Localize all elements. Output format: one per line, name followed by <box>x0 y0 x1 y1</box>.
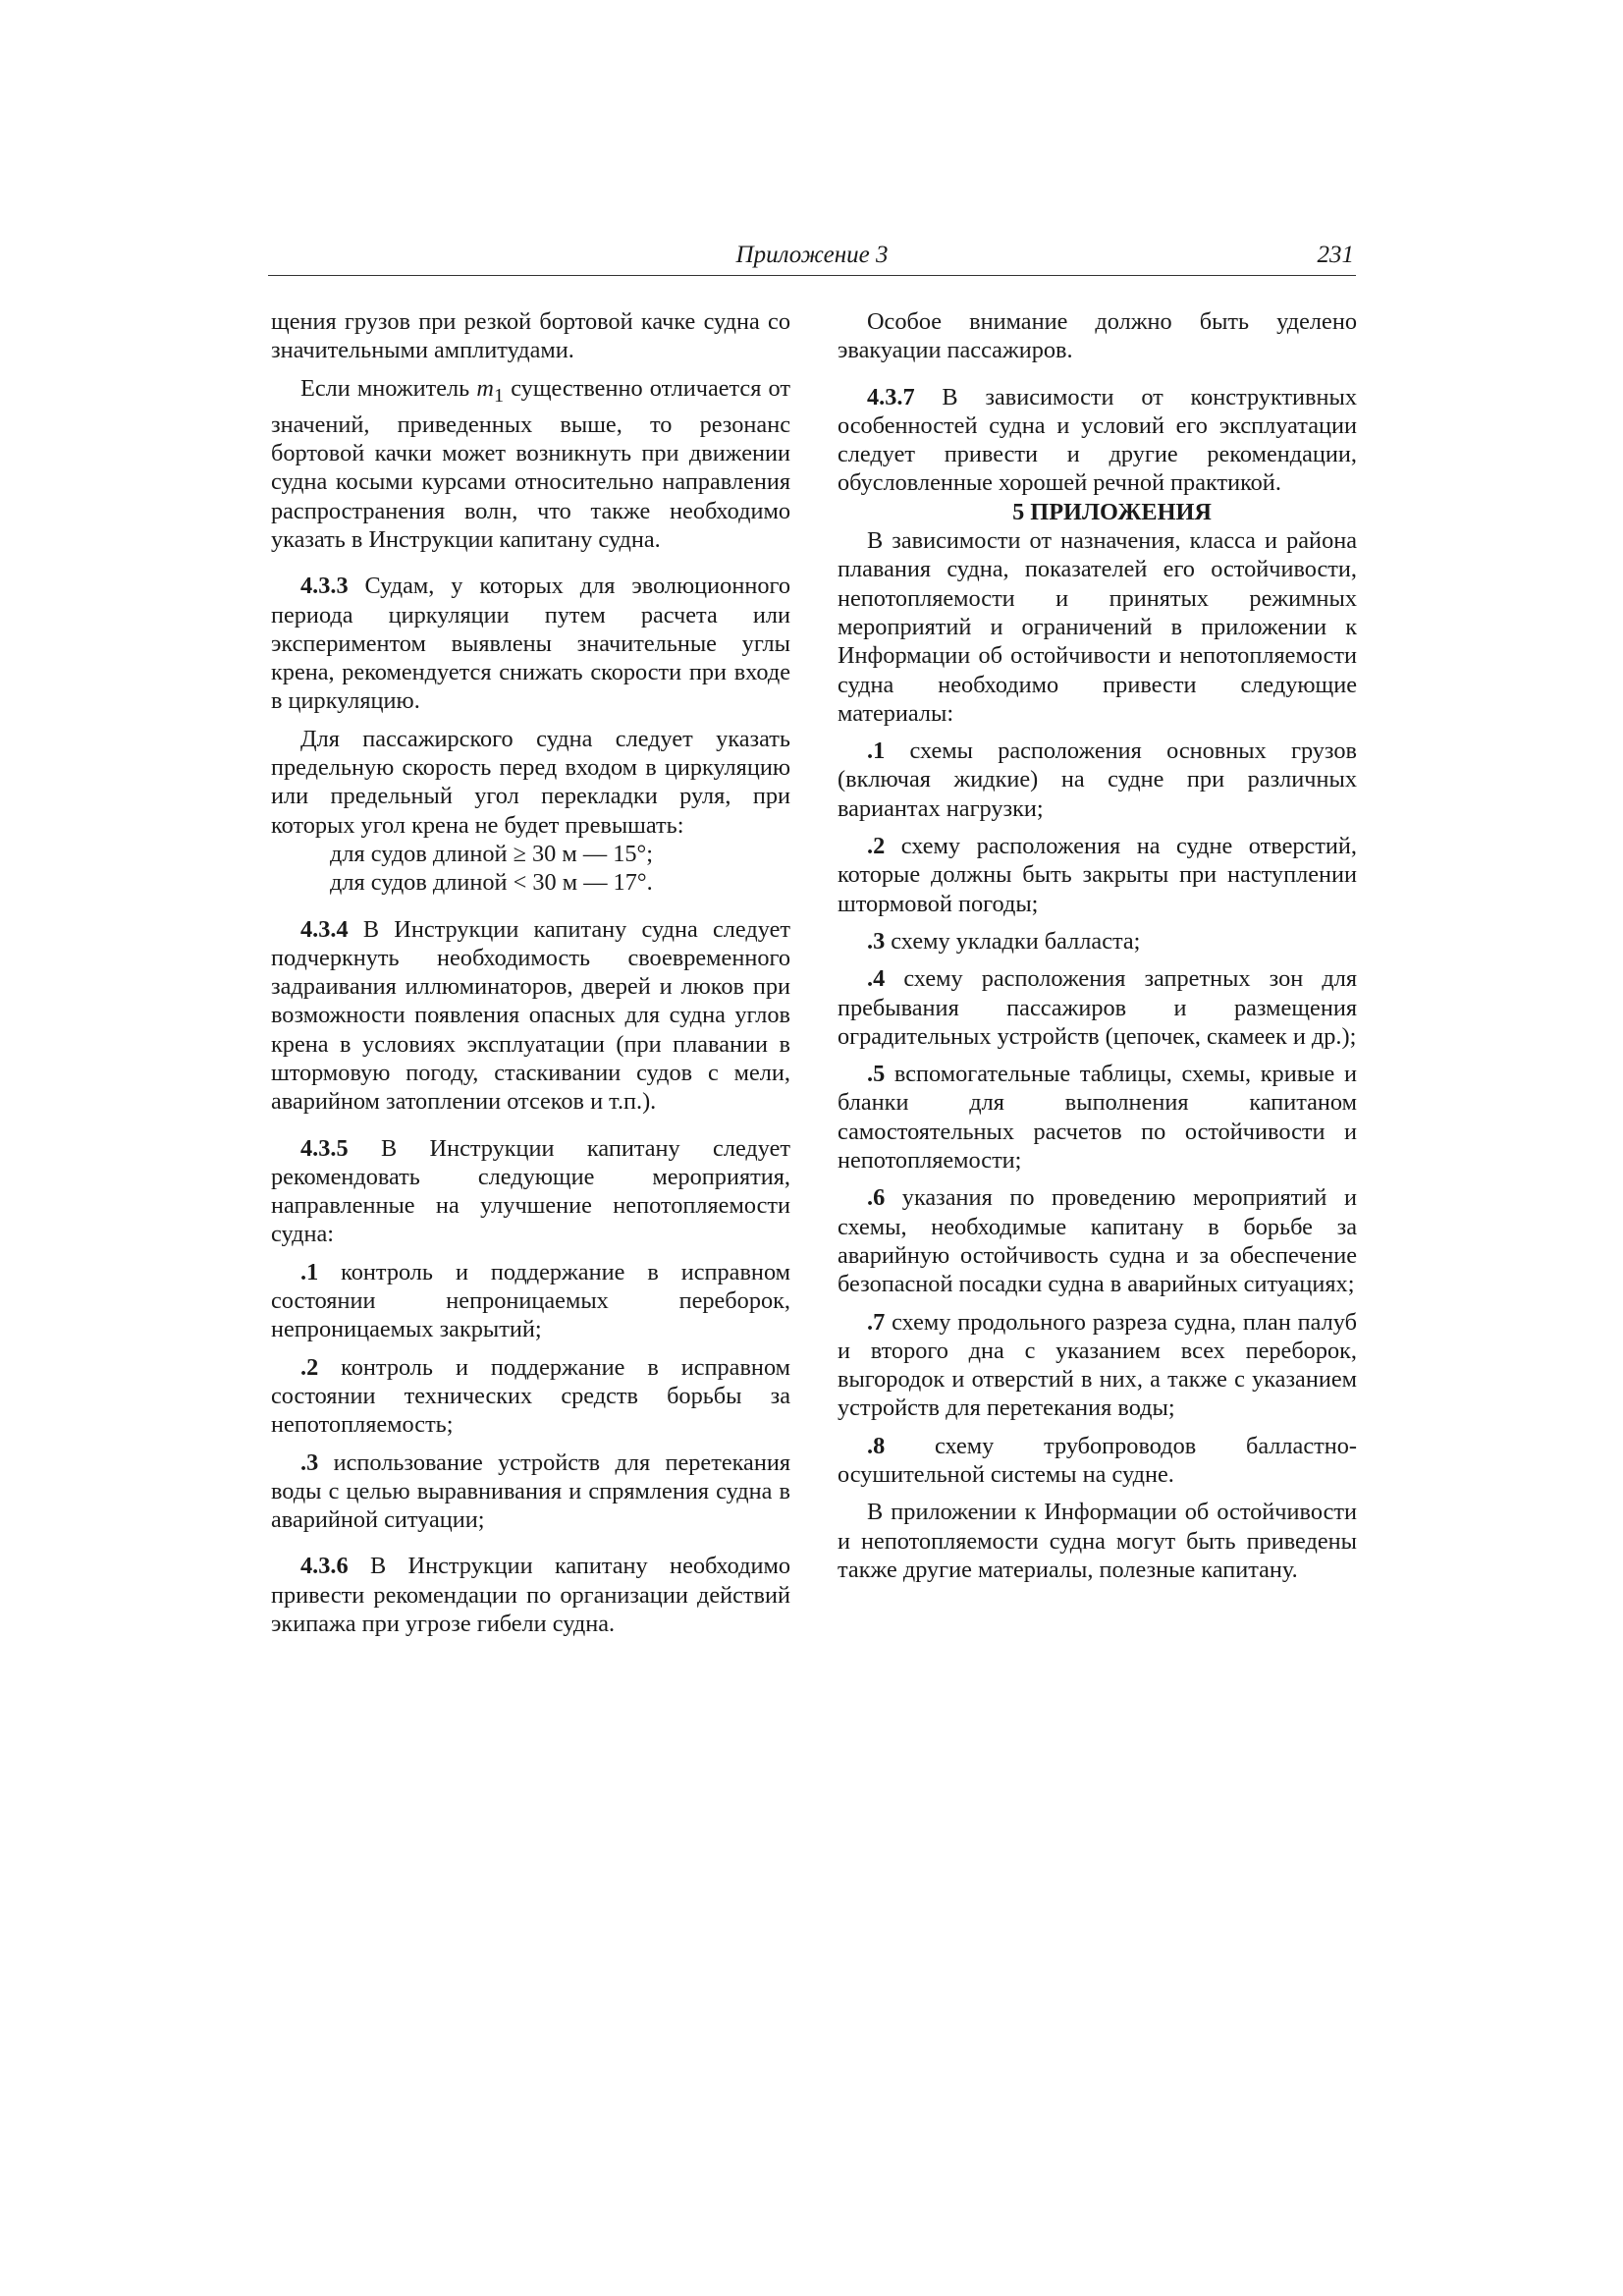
item-text: вспомогательные таблицы, схемы, кривые и бланки для выполнения капитаном самостоятельных расчетов по остойчивости и непотопляемости; <box>838 1061 1357 1175</box>
paragraph-multiplier <box>271 374 790 555</box>
item-number: .5 <box>867 1061 886 1088</box>
formula-line: для судов длиной ≥ 30 м — 15°; <box>330 840 653 867</box>
list-item <box>838 1060 1357 1175</box>
item-text: схему расположения запретных зон для пребывания пассажиров и размещения оградительных устройств (цепочек, скамеек и др.); <box>838 965 1357 1050</box>
item-text: схему укладки балласта; <box>885 927 1141 955</box>
clause-text: В Инструкции капитану судна следует подчеркнуть необходимость своевременного задраивания иллюминаторов, дверей и люков при возможности появления опасных для судна углов крена в условиях эксплуатации (при плавании в штормовую погоду, стаскивании судов с мели, аварийном затоплении отсеков и т.п.). <box>271 915 790 1116</box>
paragraph: Особое внимание должно быть уделено эвакуации пассажиров. <box>838 308 1357 364</box>
clause-text: В Инструкции капитану следует рекомендовать следующие мероприятия, направленные на улучшение непотопляемости судна: <box>271 1134 790 1248</box>
paragraph: В зависимости от назначения, класса и района плавания судна, показателей его остойчивости, непотопляемости и принятых режимных мероприятий и ограничений в приложении к Информации об остойчивости и непотопляемости судна необходимо привести следующие материалы: <box>838 527 1357 727</box>
math-subscript: 1 <box>493 384 505 407</box>
item-number: .3 <box>867 927 886 955</box>
list-item <box>838 832 1357 918</box>
list-item <box>838 964 1357 1051</box>
closing-paragraph: В приложении к Информации об остойчивости и непотопляемости судна могут быть приведены также другие материалы, полезные капитану. <box>838 1499 1357 1583</box>
item-text: схемы расположения основных грузов (включая жидкие) на судне при различных вариантах нагрузки; <box>838 738 1357 822</box>
item-text: использование устройств для перетекания воды с целью выравнивания и спрямления судна в аварийной ситуации; <box>271 1449 790 1534</box>
paragraph-text: существенно отличается от значений, приведенных выше, то резонанс бортовой качки может возникнуть при движении судна косыми курсами относительно направления распространения волн, что также необходимо указать в Инструкции капитану судна. <box>271 374 790 553</box>
item-number: .2 <box>867 833 886 860</box>
item-number: .2 <box>300 1353 319 1381</box>
paragraph-text: Если множитель <box>300 374 477 402</box>
formula-line: для судов длиной < 30 м — 17°. <box>330 869 653 897</box>
item-text: схему трубопроводов балластно-осушительной системы на судне. <box>838 1432 1357 1488</box>
list-item <box>838 927 1357 956</box>
clause-4-3-7 <box>838 383 1357 498</box>
clause-text: Судам, у которых для эволюционного периода циркуляции путем расчета или экспериментом выявлены значительные углы крена, рекомендуется снижать скорости при входе в циркуляцию. <box>271 573 790 715</box>
clause-text: В Инструкции капитану необходимо привести рекомендации по организации действий экипажа при угрозе гибели судна. <box>271 1553 790 1638</box>
item-number: .4 <box>867 965 886 993</box>
math-variable: m <box>476 374 494 402</box>
item-text: схему расположения на судне отверстий, которые должны быть закрыты при наступлении штормовой погоды; <box>838 833 1357 917</box>
clause-number: 4.3.7 <box>867 383 915 410</box>
list-item <box>838 737 1357 823</box>
clause-4-3-5 <box>271 1134 790 1249</box>
item-text: контроль и поддержание в исправном состоянии технических средств борьбы за непотопляемость; <box>271 1353 790 1439</box>
clause-4-3-6 <box>271 1552 790 1638</box>
paragraph: Для пассажирского судна следует указать предельную скорость перед входом в циркуляцию или предельный угол перекладки руля, при которых угол крена не будет превышать: <box>271 725 790 839</box>
left-column <box>271 307 790 1638</box>
item-number: .8 <box>867 1432 886 1459</box>
right-column <box>838 307 1357 1584</box>
clause-4-3-3 <box>271 572 790 715</box>
item-text: схему продольного разреза судна, план палуб и второго дна с указанием всех переборок, выгородок и отверстий в них, а также с указанием устройств для перетекания воды; <box>838 1308 1357 1422</box>
clause-number: 4.3.3 <box>300 573 349 600</box>
page-number: 231 <box>1317 242 1354 268</box>
list-item <box>271 1449 790 1535</box>
item-number: .7 <box>867 1308 886 1336</box>
paragraph: щения грузов при резкой бортовой качке судна со значительными амплитудами. <box>271 308 790 364</box>
clause-4-3-4 <box>271 915 790 1117</box>
item-text: контроль и поддержание в исправном состоянии непроницаемых переборок, непроницаемых закрытий; <box>271 1258 790 1343</box>
list-item <box>838 1308 1357 1423</box>
item-number: .6 <box>867 1184 886 1212</box>
list-item <box>838 1432 1357 1490</box>
running-header-title: Приложение 3 <box>735 242 889 268</box>
clause-number: 4.3.4 <box>300 915 349 943</box>
item-text: указания по проведению мероприятий и схемы, необходимые капитану в борьбе за аварийную остойчивость судна и за обеспечение безопасной посадки судна в аварийных ситуациях; <box>838 1184 1357 1298</box>
clause-text: В зависимости от конструктивных особенностей судна и условий его эксплуатации следует привести и другие рекомендации, обусловленные хорошей речной практикой. <box>838 383 1357 497</box>
section-heading: 5 ПРИЛОЖЕНИЯ <box>1012 498 1212 525</box>
clause-number: 4.3.6 <box>300 1553 349 1580</box>
item-number: .3 <box>300 1449 319 1476</box>
list-item <box>271 1353 790 1440</box>
item-number: .1 <box>300 1258 319 1285</box>
list-item <box>271 1258 790 1344</box>
clause-number: 4.3.5 <box>300 1134 349 1162</box>
list-item <box>838 1183 1357 1298</box>
running-header <box>268 236 1356 276</box>
item-number: .1 <box>867 738 886 765</box>
